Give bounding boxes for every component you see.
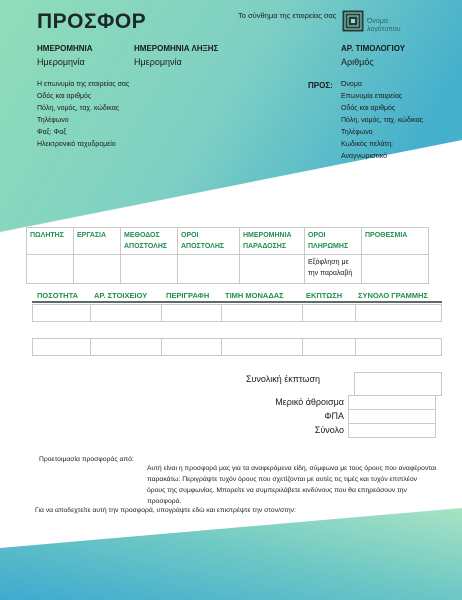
recipient-company[interactable]: Επωνυμία εταιρείας: [341, 93, 403, 100]
company-slogan: Το σύνθημα της εταιρείας σας: [238, 11, 337, 20]
recipient-city[interactable]: Πόλη, νομός, ταχ. κώδικας: [341, 117, 424, 124]
header-due-date: ΠΡΟΘΕΣΜΙΑ: [362, 228, 429, 255]
logo-icon: [342, 10, 364, 32]
acceptance-note: Για να αποδεχτείτε αυτή την προσφορά, υπογράψτε εδώ και επιστρέψτε την στον/στην:: [35, 507, 296, 514]
company-name[interactable]: Η επωνυμία της εταιρείας σας: [37, 81, 130, 88]
company-info: [37, 79, 129, 151]
item-discount-cell[interactable]: [303, 305, 356, 322]
header-payment-terms: ΟΡΟΙ ΠΛΗΡΩΜΗΣ: [305, 228, 362, 255]
item-unit-price-cell[interactable]: [222, 305, 303, 322]
company-street[interactable]: Οδός και αριθμός: [37, 93, 92, 100]
cell-delivery-date[interactable]: [240, 255, 305, 284]
vat-box[interactable]: [348, 409, 436, 424]
document-title: ΠΡΟΣΦΟΡ: [37, 10, 147, 33]
header-job: ΕΡΓΑΣΙΑ: [74, 228, 121, 255]
item-unit-price-cell[interactable]: [222, 339, 303, 356]
cell-salesperson[interactable]: [27, 255, 74, 284]
recipient-name[interactable]: Όνομα: [341, 81, 362, 88]
recipient-info: [341, 79, 423, 163]
header-salesperson: ΠΩΛΗΤΗΣ: [27, 228, 74, 255]
logo-text: Όνομα λογότυπου: [367, 18, 401, 33]
item-line-total-cell[interactable]: [356, 339, 442, 356]
prepared-by-label: Προετοιμασία προσφοράς από:: [39, 456, 134, 463]
company-phone[interactable]: Τηλέφωνο: [37, 117, 69, 124]
expiry-date-label: ΗΜΕΡΟΜΗΝΙΑ ΛΗΞΗΣ: [134, 44, 219, 53]
item-quantity-cell[interactable]: [33, 305, 91, 322]
subtotal-box[interactable]: [348, 395, 436, 410]
total-discount-box[interactable]: [354, 372, 442, 396]
total-discount-label: Συνολική έκπτωση: [245, 374, 320, 384]
date-label: ΗΜΕΡΟΜΗΝΙΑ: [37, 44, 93, 53]
item-quantity-cell[interactable]: [33, 339, 91, 356]
item-number-cell[interactable]: [91, 305, 162, 322]
recipient-phone[interactable]: Τηλέφωνο: [341, 129, 373, 136]
header-quantity: ΠΟΣΟΤΗΤΑ: [37, 291, 79, 300]
cell-shipping-terms[interactable]: [178, 255, 240, 284]
item-row: [32, 338, 442, 356]
total-label: Σύνολο: [314, 425, 344, 435]
header-description: ΠΕΡΙΓΡΑΦΗ: [166, 291, 210, 300]
header-discount: ΕΚΠΤΩΣΗ: [306, 291, 343, 300]
header-delivery-date: ΗΜΕΡΟΜΗΝΙΑ ΠΑΡΑΔΟΣΗΣ: [240, 228, 305, 255]
customer-id-value[interactable]: Αναγνωριστικό: [341, 153, 388, 160]
item-line-total-cell[interactable]: [356, 305, 442, 322]
order-info-table: [26, 227, 429, 284]
item-discount-cell[interactable]: [303, 339, 356, 356]
company-email[interactable]: Ηλεκτρονικό ταχυδρομείο: [37, 141, 116, 148]
invoice-number-value[interactable]: Αριθμός: [341, 57, 374, 67]
company-fax[interactable]: Φαξ: Φαξ: [37, 129, 67, 136]
recipient-street[interactable]: Οδός και αριθμός: [341, 105, 396, 112]
subtotal-label: Μερικό άθροισμα: [275, 397, 344, 407]
company-city[interactable]: Πόλη, νομός, ταχ. κώδικας: [37, 105, 120, 112]
cell-due-date[interactable]: [362, 255, 429, 284]
item-description-cell[interactable]: [162, 339, 222, 356]
header-unit-price: ΤΙΜΗ ΜΟΝΑΔΑΣ: [225, 291, 284, 300]
item-description-cell[interactable]: [162, 305, 222, 322]
vat-label: ΦΠΑ: [324, 411, 344, 421]
item-row: [32, 304, 442, 322]
header-line-total: ΣΥΝΟΛΟ ΓΡΑΜΜΗΣ: [358, 291, 429, 300]
invoice-number-label: ΑΡ. ΤΙΜΟΛΟΓΙΟΥ: [341, 44, 406, 53]
to-label: ΠΡΟΣ:: [308, 81, 333, 90]
cell-job[interactable]: [74, 255, 121, 284]
items-header-rule: [32, 301, 442, 303]
item-number-cell[interactable]: [91, 339, 162, 356]
cell-shipping-method[interactable]: [121, 255, 178, 284]
date-value[interactable]: Ημερομηνία: [37, 57, 85, 67]
cell-payment-terms[interactable]: Εξόφληση με την παραλαβή: [305, 255, 362, 284]
total-box[interactable]: [348, 423, 436, 438]
customer-id-label: Κωδικός πελάτη:: [341, 141, 394, 148]
header-shipping-terms: ΟΡΟΙ ΑΠΟΣΤΟΛΗΣ: [178, 228, 240, 255]
header-shipping-method: ΜΕΘΟΔΟΣ ΑΠΟΣΤΟΛΗΣ: [121, 228, 178, 255]
header-item-number: ΑΡ. ΣΤΟΙΧΕΙΟΥ: [94, 291, 148, 300]
terms-paragraph[interactable]: Αυτή είναι η προσφορά μας για τα αναφερόμενα είδη, σύμφωνα με τους όρους που αναφέρονται παρακάτω: Περιγράψτε τυχόν όρους που σχετίζονται με αυτές τις τιμές και τυχόν επιπλέον όρους της συμφωνίας. Μπορείτε να συμπεριλάβετε κινδύνους που θα επηρεάσουν την προσφορά.: [147, 465, 437, 505]
expiry-date-value[interactable]: Ημερομηνία: [134, 57, 182, 67]
